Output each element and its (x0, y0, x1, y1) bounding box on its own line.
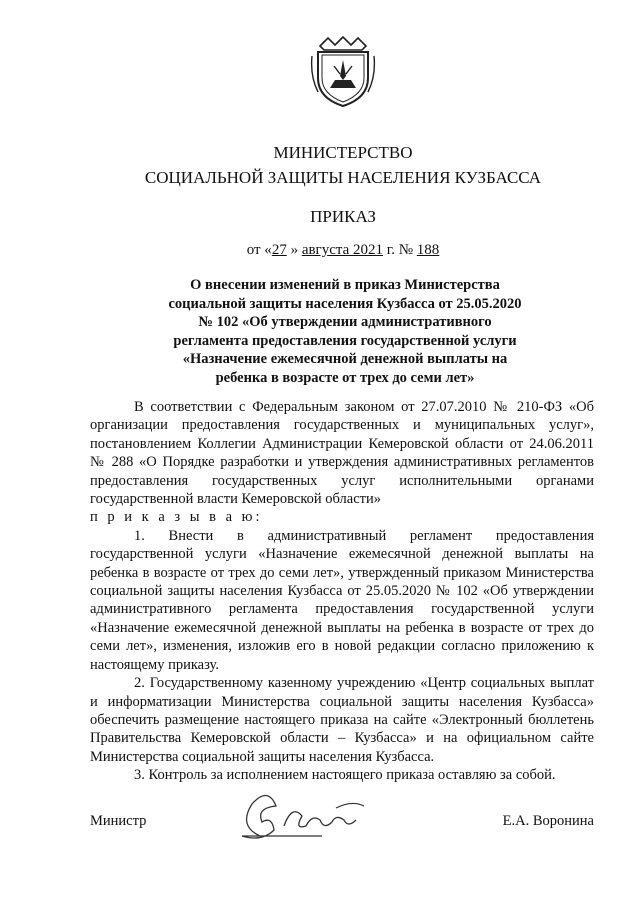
order-body (90, 398, 594, 785)
order-item-2: 2. Государственному казенному учреждению «Центр социальных выплат и информатизации Министерства социальной защиты населения Кузбасса» обеспечить размещение настоящего приказа на сайте «Электронный бюллетень Правительства Кемеровской области – Кузбасса» и на официальном сайте Министерства социальной защиты населения Кузбасса. (90, 675, 594, 765)
signatory-name: Е.А. Воронина (502, 813, 594, 829)
order-item-3: 3. Контроль за исполнением настоящего приказа оставляю за собой. (134, 767, 556, 784)
coat-of-arms-icon (310, 36, 376, 108)
date-day: 27 (271, 242, 287, 258)
date-line (0, 240, 640, 260)
subject-line: регламента предоставления государственной услуги (173, 332, 517, 349)
subject-line: О внесении изменений в приказ Министерства (190, 277, 500, 293)
preamble-paragraph: В соответствии с Федеральным законом от 27.07.2010 № 210-ФЗ «Об организации предоставления государственных и муниципальных услуг», постановлением Коллегии Администрации Кемеровской области от 24.06.2011 № 288 «О Порядке разработки и утверждения административных регламентов предоставления государственных услуг исполнительными органами государственной власти Кемеровской области» (90, 399, 594, 508)
date-month-year: августа 2021 (301, 242, 384, 258)
subject-line: ребенка в возрасте от трех до семи лет» (215, 369, 475, 386)
ministry-line-2: СОЦИАЛЬНОЙ ЗАЩИТЫ НАСЕЛЕНИЯ КУЗБАССА (144, 168, 542, 187)
subject-line: «Назначение ежемесячной денежной выплаты на (182, 351, 508, 368)
date-mid: » (286, 242, 302, 258)
date-prefix: от « (246, 242, 272, 258)
signatory-position: Министр (90, 813, 147, 829)
ministry-line-1: МИНИСТЕРСТВО (273, 143, 413, 162)
order-number: 188 (416, 242, 440, 258)
document-type: ПРИКАЗ (310, 207, 376, 226)
date-year-suffix: г. № (383, 242, 417, 258)
subject-line: № 102 «Об утверждении административного (198, 314, 492, 331)
order-word: п р и к а з ы в а ю: (90, 509, 263, 526)
order-item-1: 1. Внести в административный регламент предоставления государственной услуги «Назначение ежемесячной денежной выплаты на ребенка в возрасте от трех до семи лет», утвержденный приказом Министерства социальной защиты населения Кузбасса от 25.05.2020 № 102 «Об утверждении административного регламента предоставления государственной услуги «Назначение ежемесячной денежной выплаты на ребенка в возрасте от трех до семи лет», изменения, изложив его в новой редакции согласно приложению к настоящему приказу. (90, 527, 594, 673)
ministry-title (0, 140, 640, 190)
subject-line: социальной защиты населения Кузбасса от 25.05.2020 (168, 295, 522, 312)
order-subject (150, 276, 540, 388)
handwritten-signature (232, 786, 378, 848)
